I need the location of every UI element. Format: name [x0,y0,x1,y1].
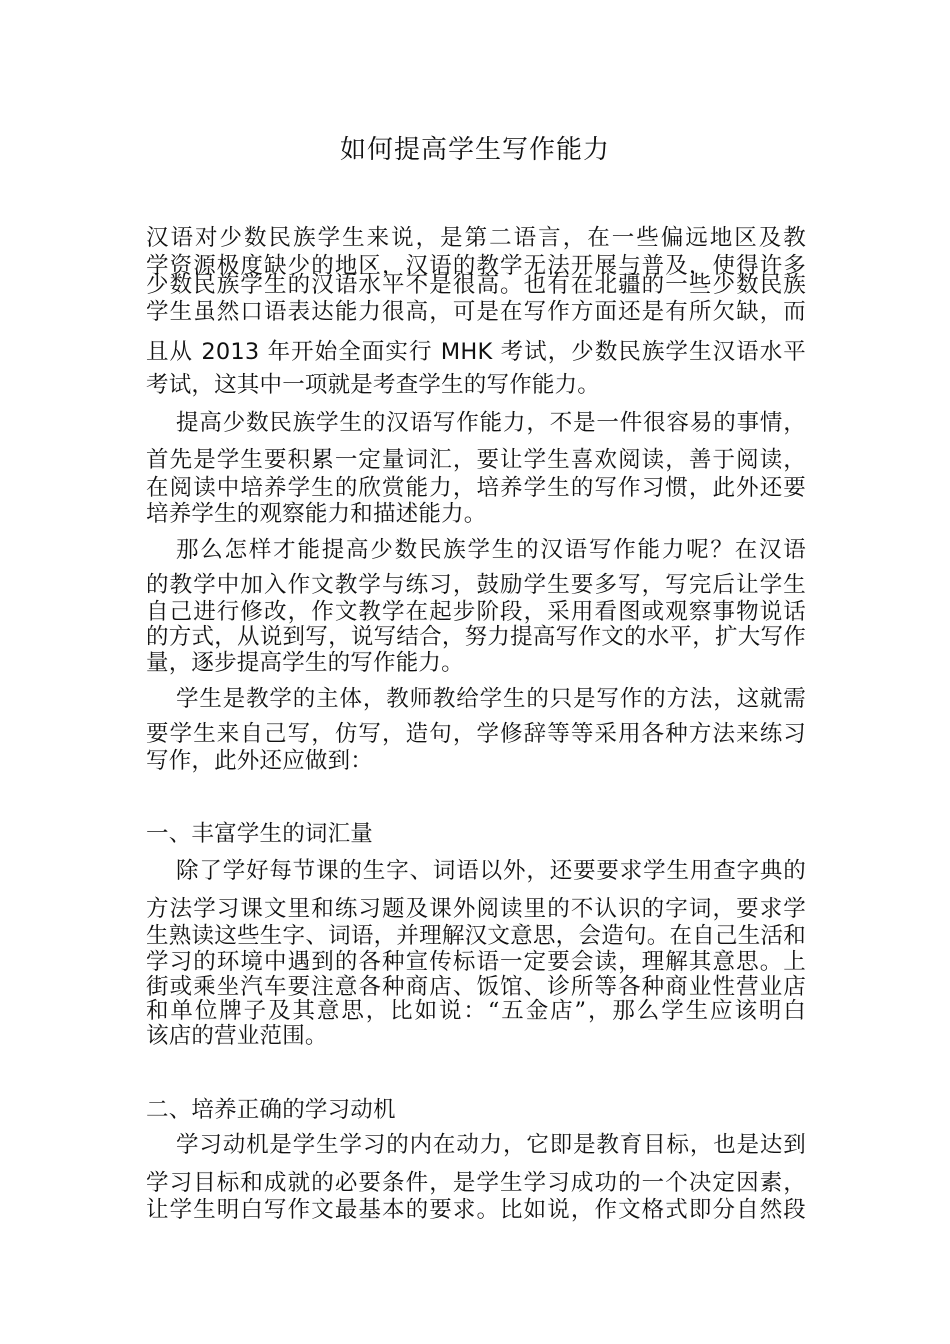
text-line: 学习的环境中遇到的各种宣传标语一定要会读，理解其意思。上 [146,949,806,975]
section-heading: 一、丰富学生的词汇量 [146,821,374,847]
text-line: 学资源极度缺少的地区，汉语的教学无法开展与普及，使得许多 [146,253,806,279]
text-line: 学生虽然口语表达能力很高，可是在写作方面还是有所欠缺，而 [146,299,806,325]
text-line: 且从 2013 年开始全面实行 MHK 考试，少数民族学生汉语水平 [146,339,806,365]
text-line: 生熟读这些生字、词语，并理解汉文意思，会造句。在自己生活和 [146,923,806,949]
text-line: 考试，这其中一项就是考查学生的写作能力。 [146,372,601,398]
text-line: 自己进行修改，作文教学在起步阶段，采用看图或观察事物说话 [146,599,806,625]
document-title: 如何提高学生写作能力 [339,135,610,165]
text-line: 和单位牌子及其意思，比如说：“五金店”，那么学生应该明白 [146,998,806,1024]
text-line: 的教学中加入作文教学与练习，鼓励学生要多写，写完后让学生 [146,572,806,598]
text-line: 培养学生的观察能力和描述能力。 [146,501,487,527]
text-line: 的方式，从说到写，说写结合，努力提高写作文的水平，扩大写作 [146,624,806,650]
text-line: 在阅读中培养学生的欣赏能力，培养学生的写作习惯，此外还要 [146,475,806,501]
text-line: 让学生明白写作文最基本的要求。比如说，作文格式即分自然段 [146,1197,806,1223]
text-line: 量，逐步提高学生的写作能力。 [146,650,464,676]
text-line: 写作，此外还应做到： [146,748,374,774]
text-line: 该店的营业范围。 [146,1023,328,1049]
text-line: 学习目标和成就的必要条件，是学生学习成功的一个决定因素， [146,1170,806,1196]
text-line: 学生是教学的主体，教师教给学生的只是写作的方法，这就需 [176,686,806,712]
text-line: 汉语对少数民族学生来说，是第二语言，在一些偏远地区及教 [146,225,806,251]
text-line: 首先是学生要积累一定量词汇，要让学生喜欢阅读，善于阅读， [146,447,806,473]
text-line: 街或乘坐汽车要注意各种商店、饭馆、诊所等各种商业性营业店 [146,974,806,1000]
text-line: 除了学好每节课的生字、词语以外，还要要求学生用查字典的 [176,858,806,884]
text-line: 少数民族学生的汉语水平不是很高。也有在北疆的一些少数民族 [146,272,806,298]
text-line: 那么怎样才能提高少数民族学生的汉语写作能力呢？在汉语 [176,537,806,563]
text-line: 提高少数民族学生的汉语写作能力，不是一件很容易的事情， [176,410,806,436]
text-line: 学习动机是学生学习的内在动力，它即是教育目标，也是达到 [176,1132,806,1158]
text-line: 方法学习课文里和练习题及课外阅读里的不认识的字词，要求学 [146,896,806,922]
section-heading: 二、培养正确的学习动机 [146,1097,396,1123]
text-line: 要学生来自己写，仿写，造句，学修辞等等采用各种方法来练习 [146,721,806,747]
